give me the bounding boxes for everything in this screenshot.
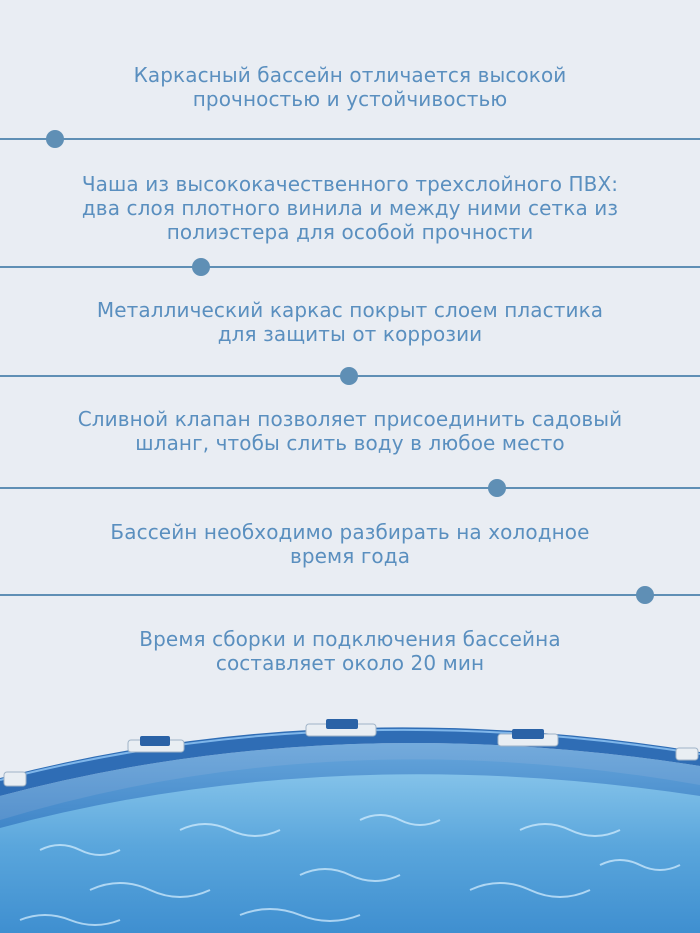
feature-6 (0, 627, 700, 675)
feature-5-line-1: Бассейн необходимо разбирать на холодное (110, 520, 590, 544)
divider-2-dot (192, 258, 210, 276)
feature-3-line-2: для защиты от коррозии (217, 322, 483, 346)
feature-4 (0, 407, 700, 455)
pool-illustration (0, 700, 700, 933)
feature-2-line-1: Чаша из высококачественного трехслойного ПВХ: (81, 172, 619, 196)
divider-1-dot (46, 130, 64, 148)
divider-4-dot (488, 479, 506, 497)
divider-3 (0, 375, 700, 377)
feature-3-line-1: Металлический каркас покрыт слоем пластика (96, 298, 604, 322)
feature-1 (0, 63, 700, 111)
feature-2 (0, 172, 700, 244)
divider-4 (0, 487, 700, 489)
divider-1 (0, 138, 700, 140)
feature-4-line-2: шланг, чтобы слить воду в любое место (135, 431, 565, 455)
feature-4-line-1: Сливной клапан позволяет присоединить садовый (77, 407, 623, 431)
divider-2 (0, 266, 700, 268)
feature-3 (0, 298, 700, 346)
divider-3-dot (340, 367, 358, 385)
divider-5-dot (636, 586, 654, 604)
feature-5 (0, 520, 700, 568)
feature-1-line-2: прочностью и устойчивостью (192, 87, 508, 111)
feature-1-line-1: Каркасный бассейн отличается высокой (133, 63, 567, 87)
feature-6-line-2: составляет около 20 мин (215, 651, 485, 675)
divider-5 (0, 594, 700, 596)
feature-2-line-2: два слоя плотного винила и между ними сетка из (81, 196, 619, 220)
feature-5-line-2: время года (289, 544, 411, 568)
feature-2-line-3: полиэстера для особой прочности (166, 220, 534, 244)
feature-6-line-1: Время сборки и подключения бассейна (139, 627, 561, 651)
